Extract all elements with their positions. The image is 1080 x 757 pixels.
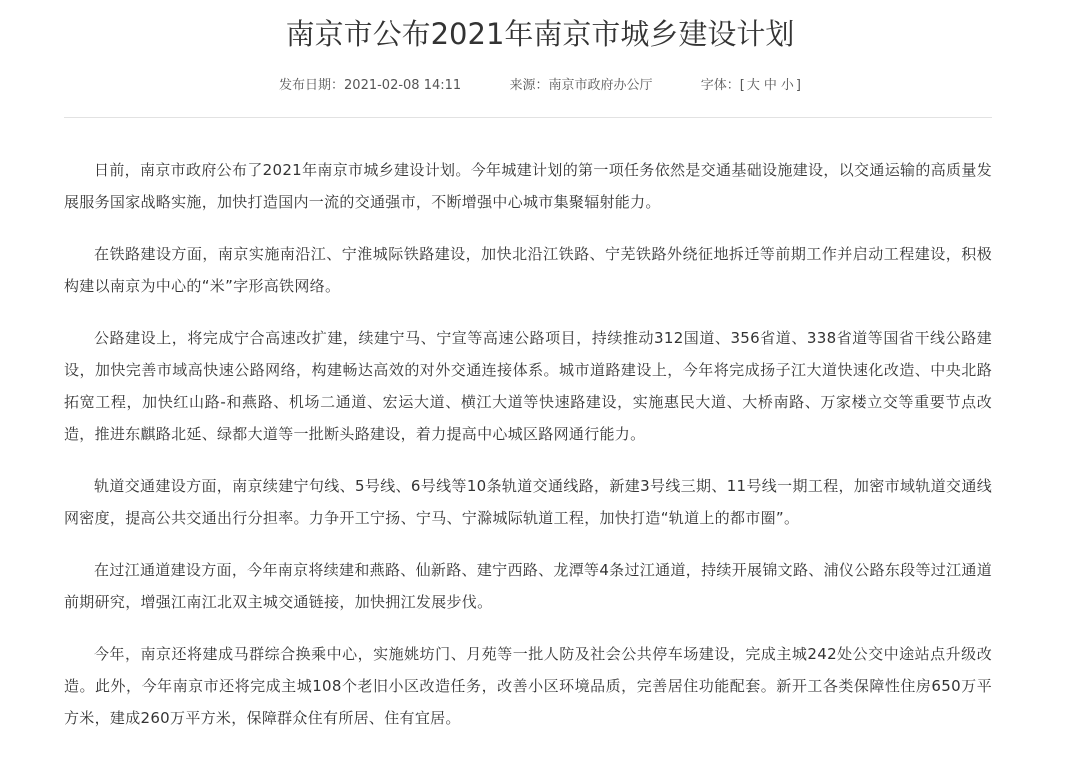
paragraph-other: 今年，南京还将建成马群综合换乘中心，实施姚坊门、月苑等一批人防及社会公共停车场建设，完成主城242处公交中途站点升级改造。此外，今年南京市还将完成主城108个老旧小区改造任务，改善小区环境品质，完善居住功能配套。新开工各类保障性住房650万平方米，建成260万平方米，保障群众住有所居、住有宜居。	[64, 645, 992, 727]
paragraph-railway: 在铁路建设方面，南京实施南沿江、宁淮城际铁路建设，加快北沿江铁路、宁芜铁路外绕征地拆迁等前期工作并启动工程建设，积极构建以南京为中心的“米”字形高铁网络。	[64, 245, 992, 295]
publish-date: 发布日期：2021-02-08 14:11	[279, 78, 462, 93]
font-size-small-button[interactable]: 小	[780, 78, 794, 93]
font-size-label: 字体：[	[700, 78, 745, 93]
font-size-close-bracket: ]	[795, 78, 801, 93]
article-body	[64, 154, 992, 754]
paragraph-highway: 公路建设上，将完成宁合高速改扩建，续建宁马、宁宣等高速公路项目，持续推动312国道、356省道、338省道等国省干线公路建设，加快完善市域高快速公路网络，构建畅达高效的对外交通连接体系。城市道路建设上，今年将完成扬子江大道快速化改造、中央北路拓宽工程，加快红山路-和燕路、机场二通道、宏运大道、横江大道等快速路建设，实施惠民大道、大桥南路、万家楼立交等重要节点改造，推进东麒路北延、绿都大道等一批断头路建设，着力提高中心城区路网通行能力。	[64, 329, 992, 443]
article-meta	[0, 76, 1080, 96]
article-source: 来源：南京市政府办公厅	[509, 78, 653, 93]
font-size-medium-button[interactable]: 中	[763, 78, 777, 93]
paragraph-river-crossing: 在过江通道建设方面，今年南京将续建和燕路、仙新路、建宁西路、龙潭等4条过江通道，持续开展锦文路、浦仪公路东段等过江通道前期研究，增强江南江北双主城交通链接，加快拥江发展步伐。	[64, 561, 992, 611]
paragraph-intro: 日前，南京市政府公布了2021年南京市城乡建设计划。今年城建计划的第一项任务依然是交通基础设施建设，以交通运输的高质量发展服务国家战略实施，加快打造国内一流的交通强市，不断增强中心城市集聚辐射能力。	[64, 161, 992, 211]
paragraph-metro: 轨道交通建设方面，南京续建宁句线、5号线、6号线等10条轨道交通线路，新建3号线三期、11号线一期工程，加密市域轨道交通线网密度，提高公共交通出行分担率。力争开工宁扬、宁马、宁滁城际轨道工程，加快打造“轨道上的都市圈”。	[64, 477, 992, 527]
title-divider	[64, 117, 992, 118]
font-size-large-button[interactable]: 大	[746, 78, 760, 93]
page-title: 南京市公布2021年南京市城乡建设计划	[285, 17, 795, 51]
